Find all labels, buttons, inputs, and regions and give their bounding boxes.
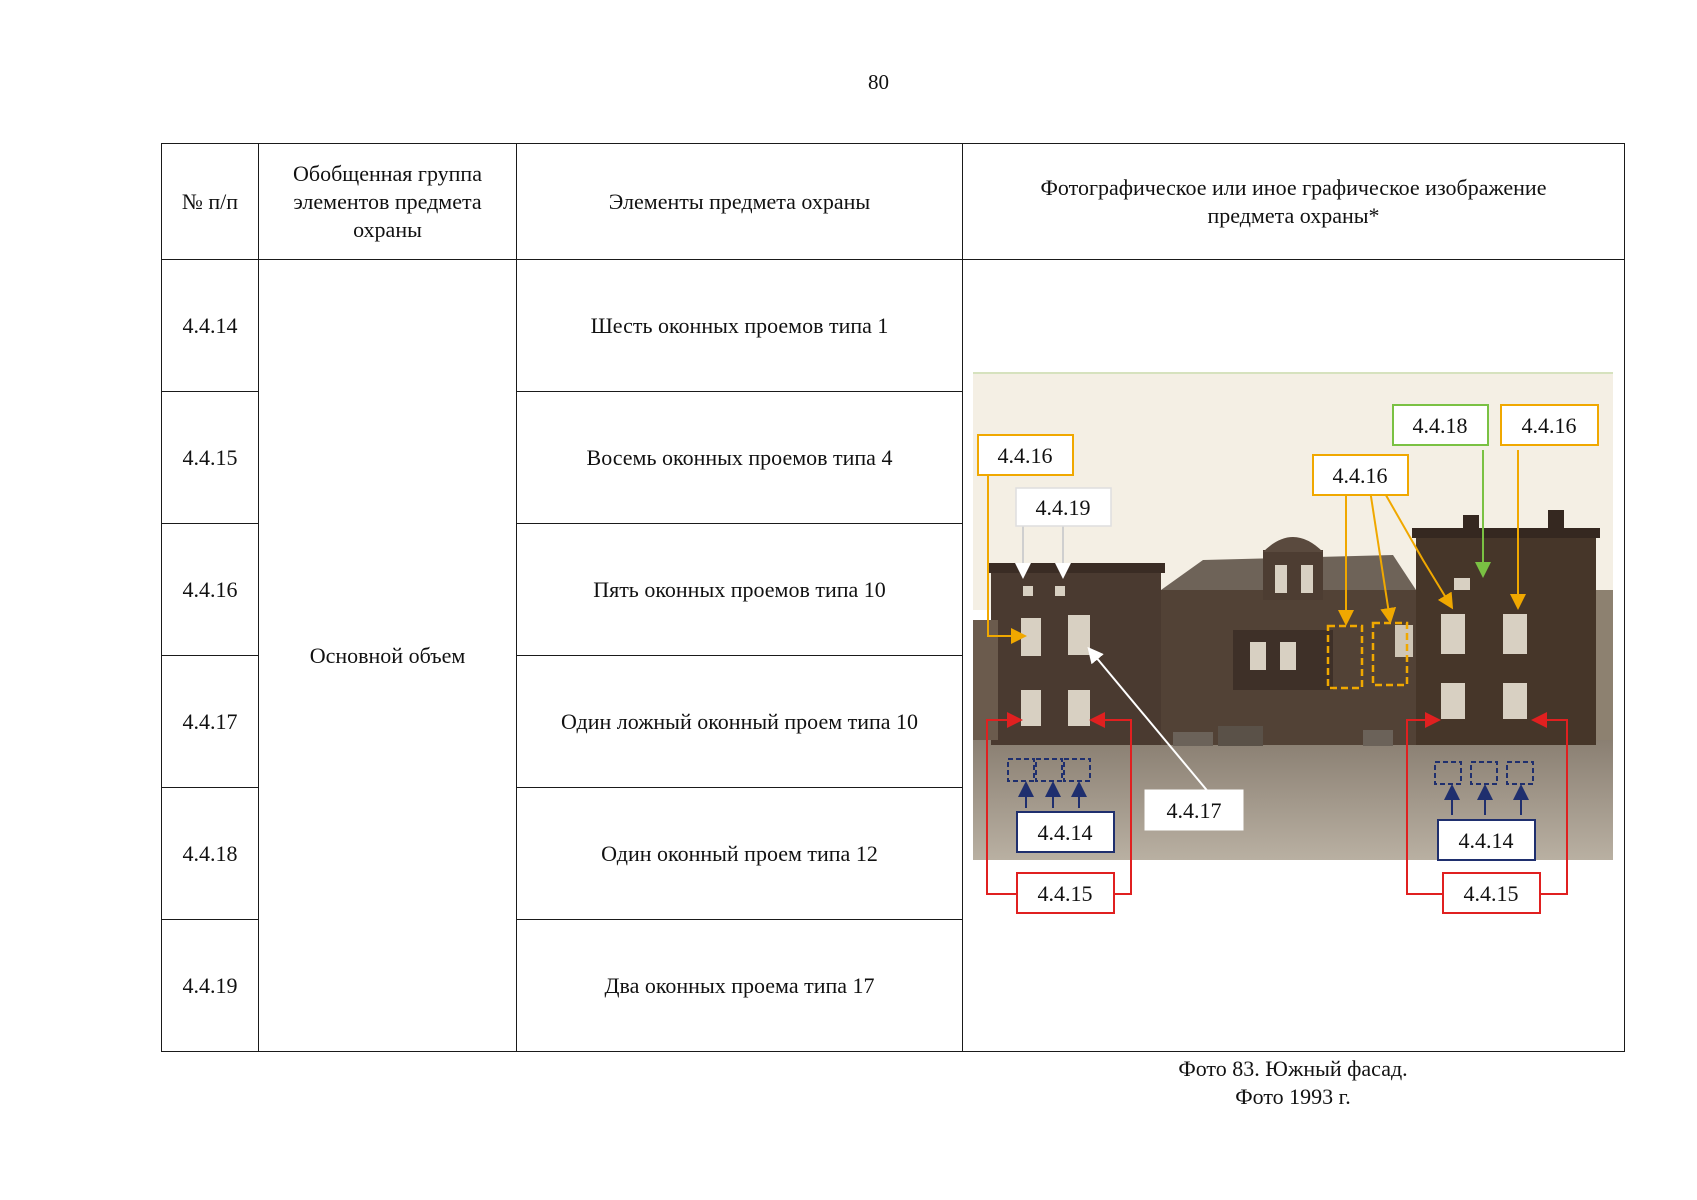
row-number: 4.4.17 — [162, 656, 259, 788]
label-4-4-15-left: 4.4.15 — [1037, 881, 1093, 906]
photo-caption — [963, 1055, 1623, 1111]
facade-photo-annotations — [963, 260, 1623, 1056]
label-4-4-14-left: 4.4.14 — [1037, 820, 1093, 845]
label-4-4-18: 4.4.18 — [1412, 413, 1468, 438]
protection-table — [161, 143, 1625, 1109]
label-4-4-16-mid: 4.4.16 — [1332, 463, 1388, 488]
element-cell: Пять оконных проемов типа 10 — [517, 524, 963, 656]
element-cell: Один ложный оконный проем типа 10 — [517, 656, 963, 788]
element-cell: Два оконных проема типа 17 — [517, 920, 963, 1052]
header-num: № п/п — [162, 144, 259, 260]
label-4-4-17: 4.4.17 — [1166, 798, 1222, 823]
page-number: 80 — [868, 70, 889, 94]
label-4-4-16-right: 4.4.16 — [1521, 413, 1577, 438]
row-number: 4.4.16 — [162, 524, 259, 656]
photo-caption-title: Фото 83. Южный фасад. — [1178, 1056, 1408, 1081]
row-number: 4.4.15 — [162, 392, 259, 524]
element-cell: Восемь оконных проемов типа 4 — [517, 392, 963, 524]
row-number: 4.4.18 — [162, 788, 259, 920]
group-cell: Основной объем — [259, 260, 517, 1052]
label-4-4-14-right: 4.4.14 — [1458, 828, 1514, 853]
header-elements: Элементы предмета охраны — [517, 144, 963, 260]
table-row — [162, 260, 1625, 392]
photo-cell — [963, 260, 1625, 1109]
element-cell: Один оконный проем типа 12 — [517, 788, 963, 920]
row-number: 4.4.14 — [162, 260, 259, 392]
label-4-4-15-right: 4.4.15 — [1463, 881, 1519, 906]
element-cell: Шесть оконных проемов типа 1 — [517, 260, 963, 392]
label-4-4-16-left: 4.4.16 — [997, 443, 1053, 468]
header-photo: Фотографическое или иное графическое изображение предмета охраны* — [963, 144, 1625, 260]
photo-caption-date: Фото 1993 г. — [1235, 1084, 1351, 1109]
facade-figure — [963, 260, 1623, 1109]
row-number: 4.4.19 — [162, 920, 259, 1052]
label-4-4-19: 4.4.19 — [1035, 495, 1091, 520]
header-row — [162, 144, 1625, 260]
header-group: Обобщенная группа элементов предмета охраны — [259, 144, 517, 260]
